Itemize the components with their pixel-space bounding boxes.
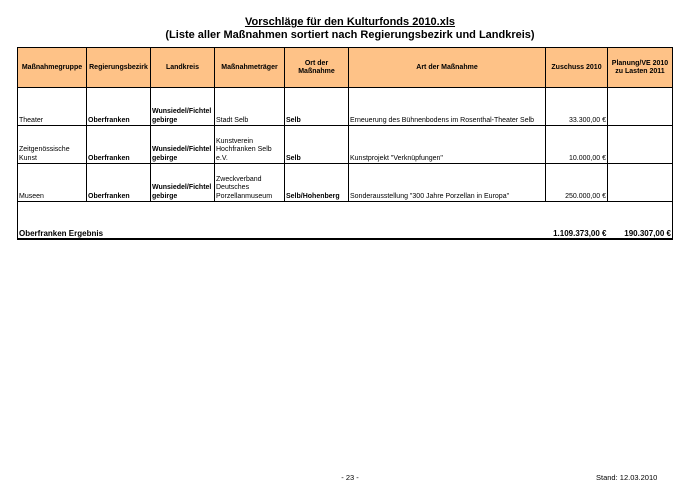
col-header: Ort der Maßnahme xyxy=(285,48,349,88)
cell-gruppe: Theater xyxy=(18,88,87,126)
cell-zuschuss: 10.000,00 € xyxy=(546,126,608,164)
cell-ort: Selb/Hohenberg xyxy=(285,164,349,202)
document-subtitle: (Liste aller Maßnahmen sortiert nach Regierungsbezirk und Landkreis) xyxy=(165,29,535,41)
cell-bezirk: Oberfranken xyxy=(87,164,151,202)
cell-gruppe: Museen xyxy=(18,164,87,202)
cell-zuschuss: 33.300,00 € xyxy=(546,88,608,126)
col-header: Maßnahmeträger xyxy=(215,48,285,88)
cell-traeger: Kunstverein Hochfranken Selb e.V. xyxy=(215,126,285,164)
cell-landkreis: Wunsiedel/Fichtel gebirge xyxy=(151,126,215,164)
cell-ort: Selb xyxy=(285,88,349,126)
summary-planung: 190.307,00 € xyxy=(608,202,673,240)
cell-traeger: Zweckverband Deutsches Porzellanmuseum xyxy=(215,164,285,202)
table-row xyxy=(18,126,673,164)
cell-planung xyxy=(608,88,673,126)
summary-row xyxy=(18,202,673,240)
table-row xyxy=(18,164,673,202)
measures-table xyxy=(17,47,673,240)
cell-art: Erneuerung des Bühnenbodens im Rosenthal-Theater Selb xyxy=(349,88,546,126)
cell-planung xyxy=(608,164,673,202)
cell-art: Kunstprojekt "Verknüpfungen" xyxy=(349,126,546,164)
cell-gruppe: Zeitgenössische Kunst xyxy=(18,126,87,164)
cell-traeger: Stadt Selb xyxy=(215,88,285,126)
cell-landkreis: Wunsiedel/Fichtel gebirge xyxy=(151,88,215,126)
table-row xyxy=(18,88,673,126)
cell-landkreis: Wunsiedel/Fichtel gebirge xyxy=(151,164,215,202)
cell-planung xyxy=(608,126,673,164)
col-header: Art der Maßnahme xyxy=(349,48,546,88)
col-header: Zuschuss 2010 xyxy=(546,48,608,88)
col-header: Regierungsbezirk xyxy=(87,48,151,88)
summary-label: Oberfranken Ergebnis xyxy=(18,202,546,240)
col-header: Planung/VE 2010 zu Lasten 2011 xyxy=(608,48,673,88)
cell-bezirk: Oberfranken xyxy=(87,88,151,126)
cell-bezirk: Oberfranken xyxy=(87,126,151,164)
header-row xyxy=(18,48,673,88)
col-header: Landkreis xyxy=(151,48,215,88)
document-title: Vorschläge für den Kulturfonds 2010.xls xyxy=(244,16,456,28)
col-header: Maßnahmegruppe xyxy=(18,48,87,88)
summary-zuschuss: 1.109.373,00 € xyxy=(553,228,607,238)
stand-date: Stand: 12.03.2010 xyxy=(596,473,658,482)
cell-ort: Selb xyxy=(285,126,349,164)
cell-art: Sonderausstellung "300 Jahre Porzellan in Europa" xyxy=(349,164,546,202)
cell-zuschuss: 250.000,00 € xyxy=(546,164,608,202)
page-number: - 23 - xyxy=(341,473,359,482)
